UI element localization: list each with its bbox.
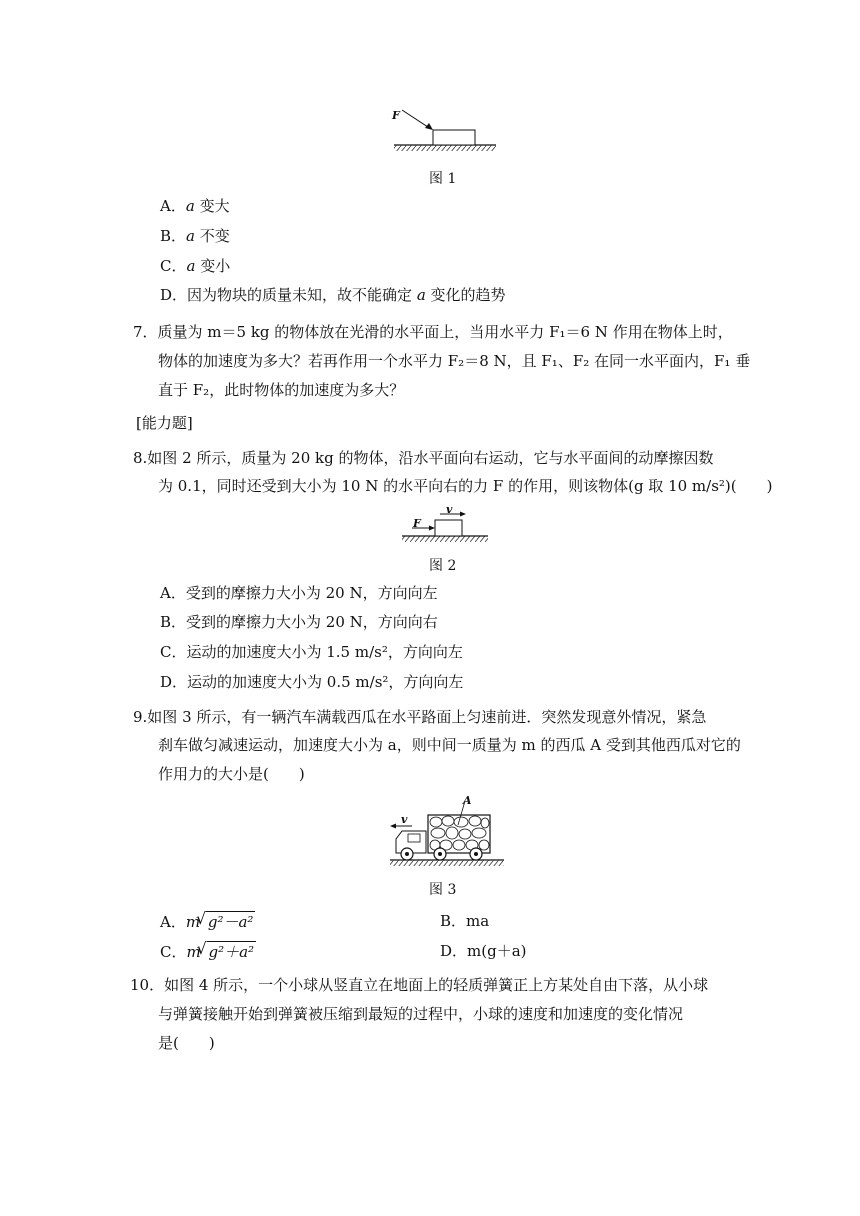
- q10-line-2: 与弹簧接触开始到弹簧被压缩到最短的过程中，小球的速度和加速度的变化情况: [158, 1005, 684, 1023]
- q9-line-2: 刹车做匀减速运动，加速度大小为 a，则中间一质量为 m 的西瓜 A 受到其他西瓜对它的: [158, 736, 741, 754]
- q6-option-b: B．a 不变: [160, 227, 230, 245]
- figure-3-diagram: [388, 795, 508, 870]
- q7-line-1: 7．质量为 m＝5 kg 的物体放在光滑的水平面上，当用水平力 F₁＝6 N 作用在物体上时，: [133, 323, 733, 341]
- q9-line-3: 作用力的大小是( ): [158, 765, 305, 783]
- block: [435, 520, 462, 536]
- q6-option-d: D．因为物块的质量未知，故不能确定 a 变化的趋势: [160, 286, 506, 304]
- q9-option-a: A．m √ g²－a²: [160, 911, 255, 932]
- q8-option-a: A．受到的摩擦力大小为 20 N，方向向左: [160, 584, 438, 602]
- figure-2-force-label: F: [413, 517, 421, 530]
- q8-line-2: 为 0.1，同时还受到大小为 10 N 的水平向右的力 F 的作用，则该物体(g 取 10 m/s²)( ): [158, 477, 773, 495]
- q7-line-3: 直于 F₂，此时物体的加速度为多大？: [158, 381, 405, 399]
- block: [433, 130, 475, 145]
- figure-2-caption: 图 2: [429, 558, 457, 574]
- q8-option-c: C．运动的加速度大小为 1.5 m/s²，方向向左: [160, 643, 463, 661]
- q9-option-d: D．m(g＋a): [440, 942, 527, 960]
- q10-line-3: 是( ): [158, 1034, 215, 1052]
- q6-option-c: C．a 变小: [160, 257, 231, 275]
- q7-line-2: 物体的加速度为多大？若再作用一个水平力 F₂＝8 N，且 F₁、F₂ 在同一水平面内，F₁ 垂: [158, 352, 751, 370]
- q8-option-b: B．受到的摩擦力大小为 20 N，方向向右: [160, 613, 438, 631]
- q9-line-1: 9.如图 3 所示，有一辆汽车满载西瓜在水平路面上匀速前进．突然发现意外情况，紧急: [133, 708, 707, 726]
- q6-option-a: A．a 变大: [160, 197, 230, 215]
- q8-option-d: D．运动的加速度大小为 0.5 m/s²，方向向左: [160, 673, 464, 691]
- q9-option-c: C．m √ g²＋a²: [160, 941, 256, 962]
- section-label: [能力题]: [136, 414, 193, 432]
- figure-3-velocity-label: v: [401, 813, 408, 826]
- figure-3-point-label: A: [463, 794, 472, 807]
- q8-line-1: 8.如图 2 所示，质量为 20 kg 的物体，沿水平面向右运动，它与水平面间的动摩擦因数: [133, 449, 714, 467]
- q9-option-b: B．ma: [440, 912, 490, 930]
- figure-1-force-label: F: [392, 109, 400, 122]
- figure-1-caption: 图 1: [429, 171, 457, 187]
- figure-1-diagram: [390, 105, 500, 157]
- figure-3-caption: 图 3: [429, 882, 457, 898]
- q10-line-1: 10．如图 4 所示，一个小球从竖直立在地面上的轻质弹簧正上方某处自由下落，从小球: [130, 976, 709, 994]
- figure-2-velocity-label: v: [446, 503, 453, 516]
